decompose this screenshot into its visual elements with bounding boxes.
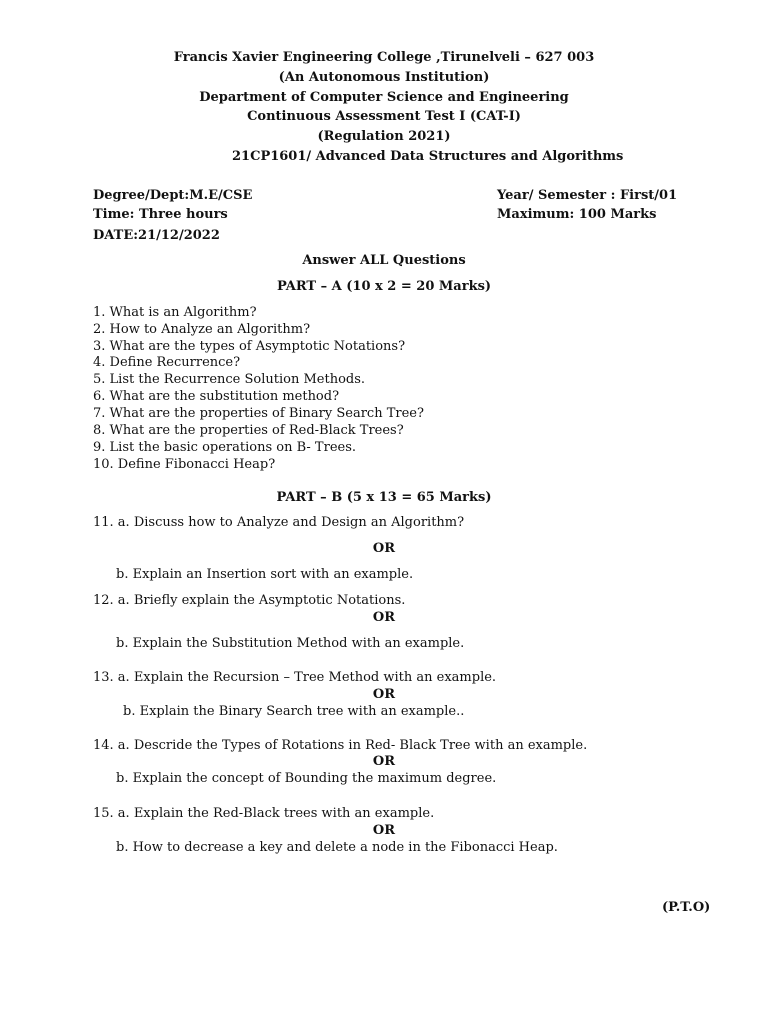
or-label: OR <box>372 610 396 625</box>
part-a-question: 5. List the Recurrence Solution Methods. <box>93 372 366 387</box>
part-b-question-a: 11. a. Discuss how to Analyze and Design an Algorithm? <box>93 515 465 530</box>
degree-dept: Degree/Dept:M.E/CSE <box>93 188 253 203</box>
pto-label: (P.T.O) <box>662 900 711 915</box>
test-name: Continuous Assessment Test I (CAT-I) <box>247 109 521 124</box>
part-b-question-b: b. Explain the concept of Bounding the maximum degree. <box>116 771 497 786</box>
part-a-question: 10. Define Fibonacci Heap? <box>93 457 276 472</box>
or-label: OR <box>372 823 396 838</box>
part-a-question: 4. Define Recurrence? <box>93 355 241 370</box>
part-a-question: 1. What is an Algorithm? <box>93 305 257 320</box>
part-a-question: 7. What are the properties of Binary Search Tree? <box>93 406 424 421</box>
part-b-question-b: b. Explain an Insertion sort with an example. <box>116 567 414 582</box>
or-label: OR <box>372 541 396 556</box>
or-label: OR <box>372 687 396 702</box>
part-a-question: 8. What are the properties of Red-Black Trees? <box>93 423 404 438</box>
part-b-question-b: b. Explain the Substitution Method with an example. <box>116 636 465 651</box>
year-semester: Year/ Semester : First/01 <box>497 188 678 203</box>
department-name: Department of Computer Science and Engineering <box>199 90 569 105</box>
part-a-question: 6. What are the substitution method? <box>93 389 340 404</box>
part-a-question: 9. List the basic operations on B- Trees. <box>93 440 357 455</box>
part-a-question: 3. What are the types of Asymptotic Notations? <box>93 339 406 354</box>
course-title: 21CP1601/ Advanced Data Structures and Algorithms <box>232 149 624 164</box>
part-b-question-a: 14. a. Descride the Types of Rotations in Red- Black Tree with an example. <box>93 738 588 753</box>
maximum-marks: Maximum: 100 Marks <box>497 207 657 222</box>
part-b-title: PART – B (5 x 13 = 65 Marks) <box>276 490 492 505</box>
part-b-question-a: 12. a. Briefly explain the Asymptotic Notations. <box>93 593 406 608</box>
part-b-question-b: b. How to decrease a key and delete a node in the Fibonacci Heap. <box>116 840 558 855</box>
or-label: OR <box>372 754 396 769</box>
college-name: Francis Xavier Engineering College ,Tirunelveli – 627 003 <box>173 50 595 65</box>
part-b-question-a: 15. a. Explain the Red-Black trees with an example. <box>93 806 435 821</box>
instructions: Answer ALL Questions <box>302 253 466 268</box>
part-a-title: PART – A (10 x 2 = 20 Marks) <box>276 279 492 294</box>
part-b-question-b: b. Explain the Binary Search tree with an example.. <box>123 704 465 719</box>
part-b-question-a: 13. a. Explain the Recursion – Tree Method with an example. <box>93 670 497 685</box>
regulation: (Regulation 2021) <box>317 129 451 144</box>
part-a-question: 2. How to Analyze an Algorithm? <box>93 322 311 337</box>
exam-date: DATE:21/12/2022 <box>93 228 220 243</box>
exam-time: Time: Three hours <box>93 207 228 222</box>
autonomous-label: (An Autonomous Institution) <box>278 70 490 85</box>
